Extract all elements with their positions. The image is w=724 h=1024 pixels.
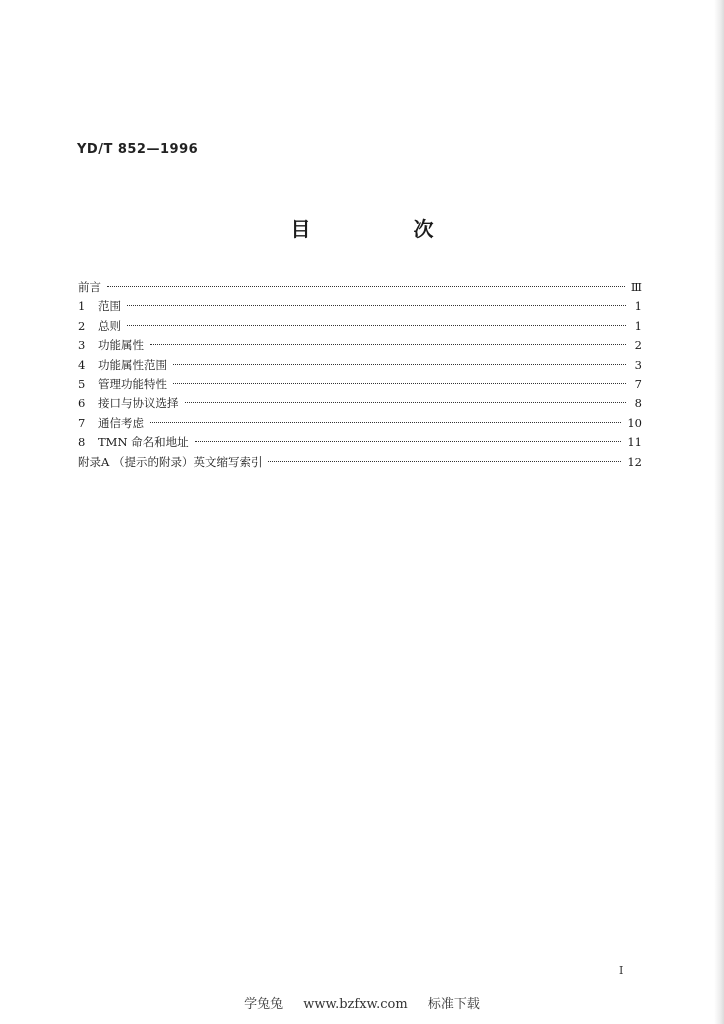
toc-entry-7[interactable] [78, 414, 642, 433]
standard-code: YD/T 852—1996 [77, 142, 199, 157]
toc-entry-number: 3 [78, 338, 86, 353]
toc-entry-4[interactable] [78, 356, 642, 375]
toc-entry-5[interactable] [78, 375, 642, 394]
toc-entry-label: 管理功能特性 [98, 376, 167, 391]
page-number: Ⅰ [619, 964, 624, 977]
table-of-contents [78, 278, 642, 472]
toc-entry-label: 附录A （提示的附录）英文缩写索引 [78, 454, 263, 469]
toc-leader-dots [268, 461, 621, 462]
toc-entry-number: 7 [78, 415, 86, 430]
toc-entry-page: 7 [634, 376, 642, 391]
toc-leader-dots [127, 305, 626, 306]
toc-entry-page: 10 [627, 415, 642, 430]
toc-entry-page: 1 [634, 299, 642, 314]
toc-entry-number: 5 [78, 376, 86, 391]
toc-entry-6[interactable] [78, 394, 642, 413]
toc-title: 目 次 [290, 217, 482, 241]
toc-leader-dots [195, 441, 622, 442]
toc-entry-appendix-a[interactable] [78, 453, 642, 472]
toc-entry-page: 2 [634, 338, 642, 353]
toc-leader-dots [150, 344, 626, 345]
toc-entry-label: 通信考虑 [98, 415, 144, 430]
toc-leader-dots [127, 325, 626, 326]
toc-leader-dots [173, 364, 626, 365]
toc-entry-number: 1 [78, 299, 86, 314]
footer-site-name: 学兔兔 [244, 997, 284, 1012]
toc-leader-dots [185, 402, 627, 403]
toc-entry-1[interactable] [78, 297, 642, 316]
toc-entry-number: 2 [78, 318, 86, 333]
toc-entry-page: 1 [634, 318, 642, 333]
toc-entry-label: 范围 [98, 299, 121, 314]
toc-leader-dots [150, 422, 621, 423]
toc-leader-dots [173, 383, 626, 384]
toc-leader-dots [107, 286, 625, 287]
toc-entry-label: 前言 [78, 280, 101, 294]
footer-tagline: 标准下载 [427, 997, 480, 1012]
toc-entry-label: 接口与协议选择 [98, 396, 179, 411]
scan-edge [714, 0, 724, 1024]
toc-entry-label: TMN 命名和地址 [98, 435, 189, 450]
toc-entry-2[interactable] [78, 317, 642, 336]
toc-entry-page: 3 [634, 357, 642, 372]
toc-entry-number: 4 [78, 357, 86, 372]
toc-entry-page: Ⅲ [630, 280, 642, 294]
toc-entry-preface[interactable] [78, 278, 642, 297]
toc-entry-3[interactable] [78, 336, 642, 355]
toc-entry-number: 8 [78, 435, 86, 450]
footer-watermark [0, 993, 724, 1012]
footer-site-url[interactable]: www.bzfxw.com [303, 997, 408, 1012]
toc-entry-8[interactable] [78, 433, 642, 452]
toc-entry-label: 总则 [98, 318, 121, 333]
toc-entry-label: 功能属性范围 [98, 357, 167, 372]
toc-entry-number: 6 [78, 396, 86, 411]
toc-entry-page: 8 [634, 396, 642, 411]
toc-entry-page: 11 [627, 435, 642, 450]
toc-entry-label: 功能属性 [98, 338, 144, 353]
toc-entry-page: 12 [627, 454, 642, 469]
